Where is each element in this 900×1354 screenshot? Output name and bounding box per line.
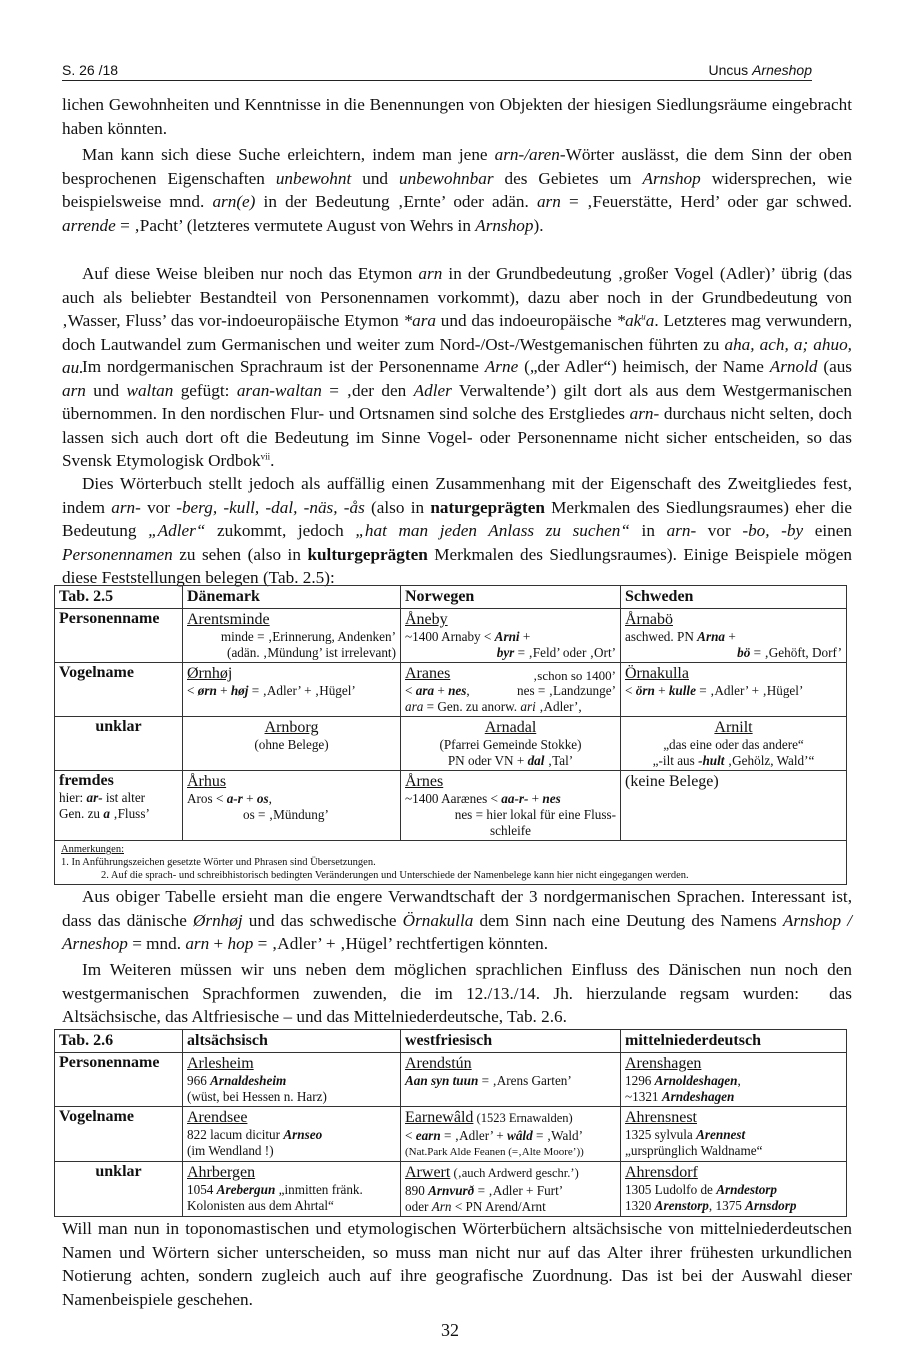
table-cell: Ørnhøj < ørn + høj = ‚Adler’ + ‚Hügel’ (183, 663, 401, 717)
table-cell: Årnabö aschwed. PN Arna + bö = ‚Gehöft, Dorf’ (621, 609, 847, 663)
table-cell: Åneby ~1400 Arnaby < Arni + byr = ‚Feld’ oder ‚Ort’ (401, 609, 621, 663)
paragraph-7: Im Weiteren müssen wir uns neben dem möglichen sprachlichen Einfluss des Dänischen nun noch den westgermanischen Sprachformen zuwenden, die im 12./13./14. Jh. hierzulande regsam wurden: das Altsächsische, das Altfriesische – und das Mittelniederdeutsche, Tab. 2.6. (62, 960, 852, 1026)
table-notes-row (55, 841, 847, 885)
table-cell: Earnewâld (1523 Ernawalden) < earn = ‚Adler’ + wâld = ‚Wald’ (Nat.Park Alde Feanen (=‚Alte Moore’)) (401, 1107, 621, 1162)
table-cell: Arnborg (ohne Belege) (183, 717, 401, 771)
row-label: unklar (55, 717, 183, 771)
page-header (62, 58, 812, 81)
table-row (55, 1107, 847, 1162)
page-number: 32 (441, 1320, 459, 1340)
column-header: Dänemark (183, 586, 401, 609)
table-row (55, 717, 847, 771)
row-label: Vogelname (55, 663, 183, 717)
table-cell: Ahrensdorf 1305 Ludolfo de Arndestorp 1320 Arenstorp, 1375 Arnsdorp (621, 1162, 847, 1217)
column-header: altsächsisch (183, 1030, 401, 1053)
column-header: Norwegen (401, 586, 621, 609)
row-label: unklar (55, 1162, 183, 1217)
column-header: Schweden (621, 586, 847, 609)
table-2-6 (54, 1029, 847, 1217)
paragraph-6: Aus obiger Tabelle ersieht man die engere Verwandtschaft der 3 nordgermanischen Sprachen. Interessant ist, dass das dänische Ørnhøj und das schwedische Örnakulla dem Sinn nach eine Deutung des Namens Arnshop / Arneshop = mnd. arn + hop = ‚Adler’ + ‚Hügel’ rechtfertigen könnten. (62, 887, 852, 953)
table-caption: Tab. 2.6 (55, 1030, 183, 1053)
table-cell: Örnakulla < örn + kulle = ‚Adler’ + ‚Hügel’ (621, 663, 847, 717)
paragraph-1: lichen Gewohnheiten und Kenntnisse in die Benennungen von Objekten der hiesigen Siedlungsräume eingebracht haben könnten. (62, 95, 852, 138)
table-header-row (55, 586, 847, 609)
table-cell: Aranes ‚schon so 1400’ < ara + nes, nes = ‚Landzunge’ ara = Gen. zu anorw. ari ‚Adler’, (401, 663, 621, 717)
header-title: Uncus Arneshop (708, 62, 812, 78)
table-row (55, 771, 847, 841)
paragraph-4: Im nordgermanischen Sprachraum ist der Personenname Arne („der Adler“) heimisch, der Name Arnold (aus arn und waltan gefügt: aran-waltan = ‚der den Adler Verwaltende’) gilt dort als aus dem Westgermanischen übernommen. In den nordischen Flur- und Ortsnamen sind solche des Erstgliedes arn- durchaus nicht selten, doch lassen sich auch dort oft die Bedeutung im Sinne Vogel- oder Personenname nicht sicher entscheiden, so das Svensk Etymologisk Ordbok$^{vii}$. (62, 357, 853, 470)
table-2-5 (54, 585, 847, 885)
table-cell: Arnadal (Pfarrei Gemeinde Stokke) PN oder VN + dal ‚Tal’ (401, 717, 621, 771)
column-header: mittelniederdeutsch (621, 1030, 847, 1053)
table-cell: Arendstún Aan syn tuun = ‚Arens Garten’ (401, 1053, 621, 1107)
table-caption: Tab. 2.5 (55, 586, 183, 609)
table-header-row (55, 1030, 847, 1053)
table-cell: Arenshagen 1296 Arnoldeshagen, ~1321 Arndeshagen (621, 1053, 847, 1107)
header-page-ref: S. 26 /18 (62, 62, 119, 78)
table-row (55, 609, 847, 663)
paragraph-3: Auf diese Weise bleiben nur noch das Etymon arn in der Grundbedeutung ‚großer Vogel (Adler)’ übrig (das auch als beliebter Bestandteil von Personennamen vorkommt), dazu aber noch in der Grundbedeutung von ‚Wasser, Fluss’ das vor-indoeuropäische Etymon *ara und das indoeuropäische $*ak^ua$. Letzteres mag verwundern, doch Lautwandel zum Germanischen und weiter zum Nord-/Ost-/Westgemanischen führten zu aha, ach, a; ahuo, au. (62, 264, 853, 377)
table-cell: Arendsee 822 lacum dicitur Arnseo (im Wendland !) (183, 1107, 401, 1162)
table-cell: Ahrbergen 1054 Arebergun „inmitten fränk. Kolonisten aus dem Ahrtal“ (183, 1162, 401, 1217)
table-cell: (keine Belege) (621, 771, 847, 841)
table-cell: Arentsminde minde = ‚Erinnerung, Andenken’ (adän. ‚Mündung’ ist irrelevant) (183, 609, 401, 663)
paragraph-8: Will man nun in toponomastischen und etymologischen Wörterbüchern altsächsische von mittelniederdeutschen Namen und Wörtern sicher unterscheiden, so muss man nicht nur auf das Alter ihrer frühesten urkundlichen Notierung achten, sondern zugleich auch auf ihre geografische Zuordnung. Das ist bei der Auswahl dieser Namenbeispiele geschehen. (62, 1219, 852, 1309)
table-notes: Anmerkungen: 1. In Anführungszeichen gesetzte Wörter und Phrasen sind Übersetzungen. 2. Auf die sprach- und schreibhistorisch bedingten Veränderungen und Unterschiede der Namenbelege kann hier nicht eingegangen werden. (55, 841, 847, 885)
paragraph-2: Man kann sich diese Suche erleichtern, indem man jene arn-/aren-Wörter auslässt, die dem Sinn der oben besprochenen Eigenschaften unbewohnt und unbewohnbar des Gebietes um Arnshop widersprechen, wie beispielsweise mnd. arn(e) in der Bedeutung ‚Ernte’ oder adän. arn = ‚Feuerstätte, Herd’ oder gar schwed. arrende = ‚Pacht’ (letzteres vermutete August von Wehrs in Arnshop). (62, 145, 853, 235)
table-cell: Årnes ~1400 Aarænes < aa-r- + nes nes = hier lokal für eine Fluss- schleife (401, 771, 621, 841)
table-cell: Århus Aros < a-r + os, os = ‚Mündung’ (183, 771, 401, 841)
row-label: Personenname (55, 1053, 183, 1107)
endnote-marker[interactable]: vii (260, 451, 271, 462)
table-row (55, 663, 847, 717)
table-cell: Arlesheim 966 Arnaldesheim (wüst, bei Hessen n. Harz) (183, 1053, 401, 1107)
table-cell: Ahrensnest 1325 sylvula Arennest „ursprünglich Waldname“ (621, 1107, 847, 1162)
paragraph-5: Dies Wörterbuch stellt jedoch als auffällig einen Zusammenhang mit der Eigenschaft des Zweitgliedes fest, indem arn- vor -berg, -kull, -dal, -näs, -ås (also in naturgeprägten Merkmalen des Siedlungsraumes) eher die Bedeutung „Adler“ zukommt, jedoch „hat man jeden Anlass zu suchen“ in arn- vor -bo, -by einen Personennamen zu sehen (also in kulturgeprägten Merkmalen des Siedlungsraumes). Einige Beispiele mögen diese Feststellungen belegen (Tab. 2.5): (62, 474, 852, 587)
row-label: Personenname (55, 609, 183, 663)
row-label: fremdes hier: ar- ist alter Gen. zu a ‚Fluss’ (55, 771, 183, 841)
table-cell: Arnilt „das eine oder das andere“ „-ilt aus -hult ‚Gehölz, Wald’“ (621, 717, 847, 771)
column-header: westfriesisch (401, 1030, 621, 1053)
row-label: Vogelname (55, 1107, 183, 1162)
table-row (55, 1162, 847, 1217)
table-row (55, 1053, 847, 1107)
table-cell: Arwert (‚auch Ardwerd geschr.’) 890 Arnvurð = ‚Adler + Furt’ oder Arn < PN Arend/Arnt (401, 1162, 621, 1217)
